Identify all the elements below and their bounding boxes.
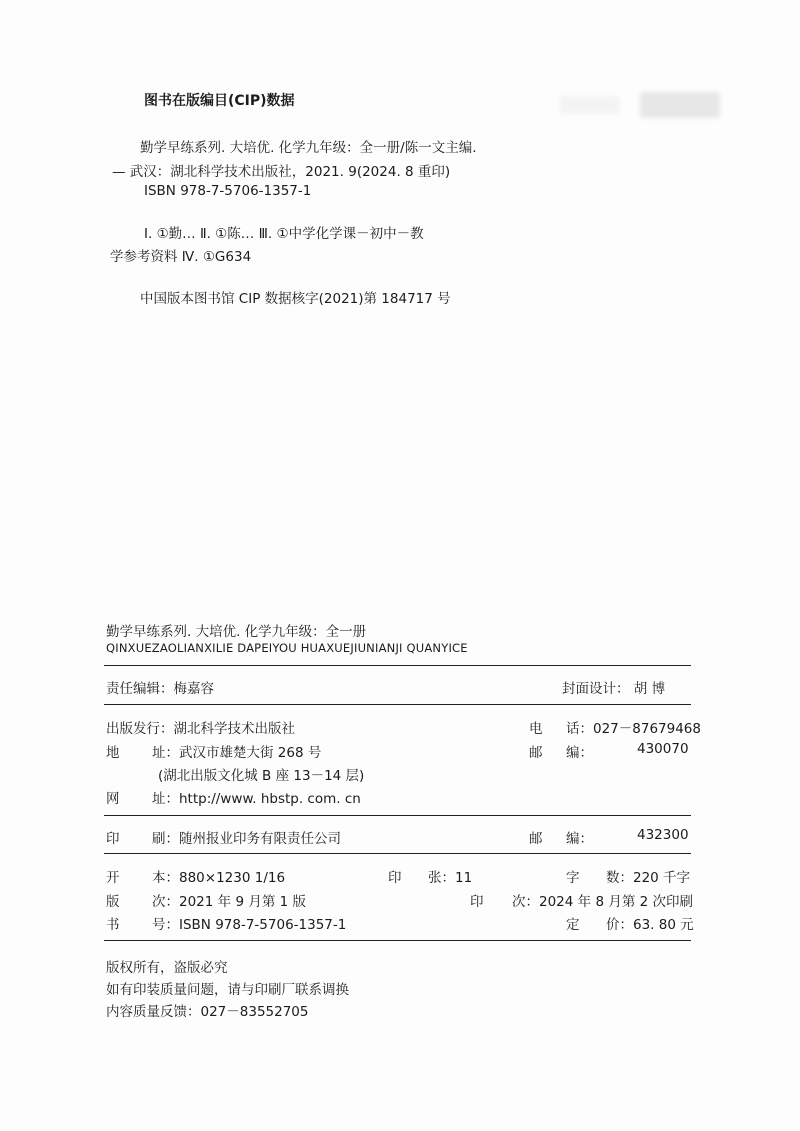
printer-label: 印 [106,831,120,847]
address-value: 址：武汉市雄楚大街 268 号 [152,745,322,761]
phone-label: 电 [529,721,543,737]
postcode-label: 邮 [529,745,543,761]
cip-classification-1: Ⅰ. ①勤… Ⅱ. ①陈… Ⅲ. ①中学化学课－初中－教 [144,226,424,242]
words-label: 字 [566,870,580,886]
edition-label: 版 [106,894,120,910]
postcode-value: 编： [566,745,593,761]
isbn-value: 号：ISBN 978-7-5706-1357-1 [152,917,347,933]
impression-value: 次：2024 年 8 月第 2 次印刷 [512,894,693,910]
copyright-notice: 版权所有，盗版必究 [106,960,228,976]
cip-line-1: 勤学早练系列. 大培优. 化学九年级：全一册/陈一文主编. [140,140,477,156]
cover-designer: 封面设计： 胡 博 [562,681,666,697]
phone-value: 话：027－87679468 [566,721,701,737]
website-label: 网 [106,791,120,807]
publisher: 出版发行：湖北科学技术出版社 [106,721,295,737]
format-label: 开 [106,870,120,886]
cip-line-2: — 武汉：湖北科学技术出版社，2021. 9(2024. 8 重印) [112,164,451,180]
printer-postcode-value: 编： [566,831,593,847]
cip-title: 图书在版编目(CIP)数据 [144,93,295,109]
book-title: 勤学早练系列. 大培优. 化学九年级：全一册 [106,624,367,640]
postcode-number: 430070 [637,741,689,757]
printer-postcode-label: 邮 [529,831,543,847]
address-label: 地 [106,745,120,761]
show-through-mark [640,92,720,118]
price-label: 定 [566,917,580,933]
printer-value: 刷：随州报业印务有限责任公司 [152,831,341,847]
cip-record-number: 中国版本图书馆 CIP 数据核字(2021)第 184717 号 [140,291,451,307]
words-value: 数：220 千字 [606,870,691,886]
sheets-label: 印 [388,870,402,886]
impression-label: 印 [470,894,484,910]
printer-postcode-number: 432300 [637,827,689,843]
cip-classification-2: 学参考资料 Ⅳ. ①G634 [110,249,252,265]
cip-isbn: ISBN 978-7-5706-1357-1 [144,183,312,199]
divider [104,665,691,666]
sheets-value: 张：11 [428,870,473,886]
book-pinyin: QINXUEZAOLIANXILIE DAPEIYOU HUAXUEJIUNIANJI QUANYICE [106,641,468,655]
isbn-label: 书 [106,917,120,933]
divider [104,704,691,705]
format-value: 本：880×1230 1/16 [152,870,286,886]
show-through-mark [560,96,620,114]
edition-value: 次：2021 年 9 月第 1 版 [152,894,306,910]
divider [104,815,691,816]
address-extra: (湖北出版文化城 B 座 13－14 层) [158,768,365,784]
website-value: 址：http://www. hbstp. com. cn [152,791,361,807]
quality-notice: 如有印装质量问题，请与印刷厂联系调换 [106,982,349,998]
responsible-editor: 责任编辑：梅嘉容 [106,681,214,697]
divider [104,940,691,941]
price-value: 价：63. 80 元 [606,917,694,933]
feedback-contact: 内容质量反馈：027－83552705 [106,1004,309,1020]
divider [104,853,691,854]
